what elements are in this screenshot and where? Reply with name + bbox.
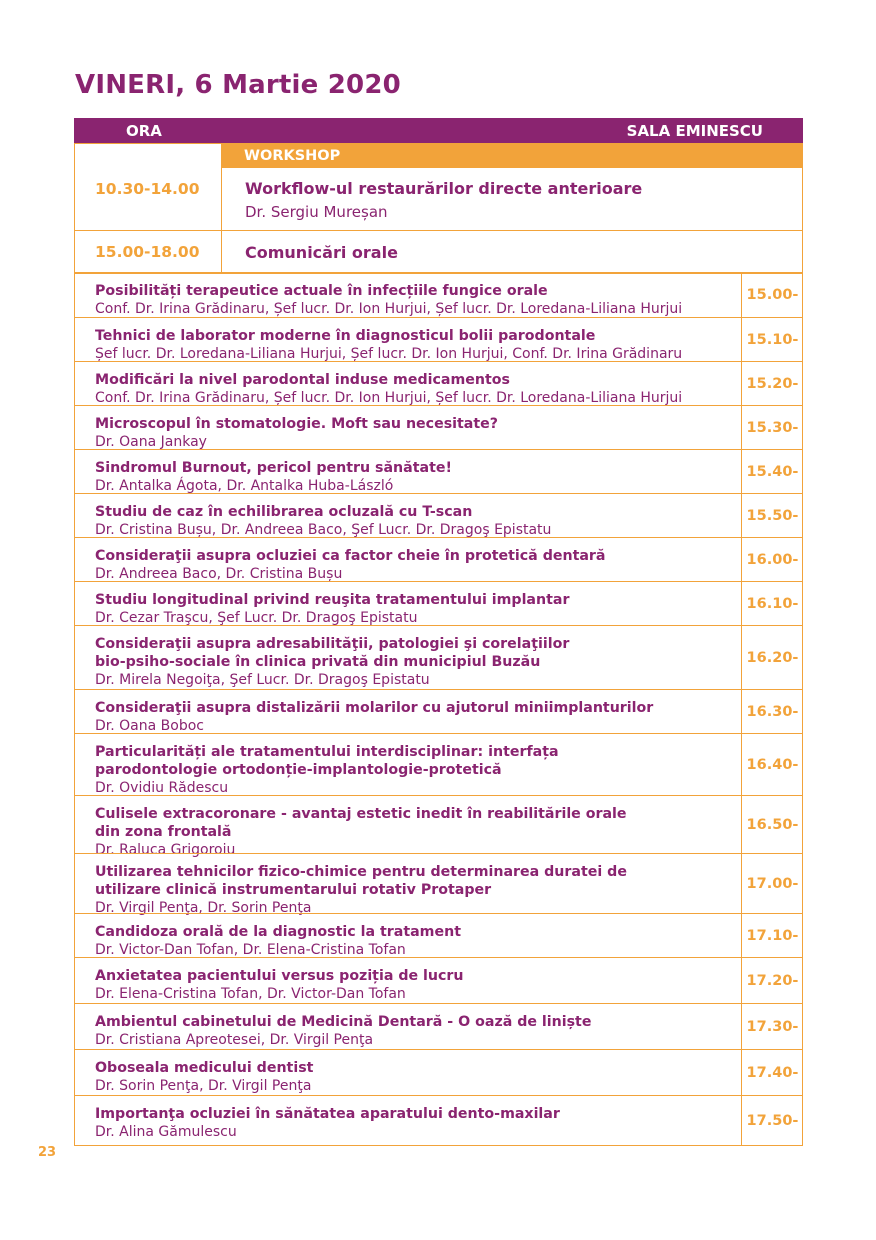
talk-row xyxy=(75,581,802,625)
talk-text-cell xyxy=(75,734,742,795)
talk-authors: Dr. Cezar Traşcu, Şef Lucr. Dr. Dragoş Epistatu xyxy=(95,610,418,626)
talk-authors: Conf. Dr. Irina Grădinaru, Șef lucr. Dr. Ion Hurjui, Șef lucr. Dr. Loredana-Liliana Hurjui xyxy=(95,390,683,406)
talk-row xyxy=(75,317,802,361)
talk-title: Consideraţii asupra ocluziei ca factor cheie în protetică dentară xyxy=(95,548,606,564)
talk-time: 17.20- xyxy=(746,972,799,989)
talk-row xyxy=(75,493,802,537)
talk-text-cell xyxy=(75,914,742,957)
talk-row xyxy=(75,1095,802,1145)
workshop-block xyxy=(74,143,803,231)
talk-authors: Șef lucr. Dr. Loredana-Liliana Hurjui, Șef lucr. Dr. Ion Hurjui, Conf. Dr. Irina Grădinaru xyxy=(95,346,683,362)
talk-row xyxy=(75,957,802,1003)
talks-table xyxy=(74,272,803,1146)
talk-title: Microscopul în stomatologie. Moft sau necesitate? xyxy=(95,416,499,432)
talk-title: Modificări la nivel parodontal induse medicamentos xyxy=(95,372,510,388)
talk-row xyxy=(75,625,802,689)
talk-text-cell xyxy=(75,626,742,689)
talk-time: 16.20- xyxy=(746,649,799,666)
talk-text-cell xyxy=(75,494,742,537)
talk-authors: Dr. Andreea Baco, Dr. Cristina Bușu xyxy=(95,566,343,582)
talk-time: 16.00- xyxy=(746,551,799,568)
talk-authors: Dr. Alina Gămulescu xyxy=(95,1124,237,1140)
talk-authors: Conf. Dr. Irina Grădinaru, Șef lucr. Dr. Ion Hurjui, Șef lucr. Dr. Loredana-Liliana Hurjui xyxy=(95,301,683,317)
talk-title: Particularități ale tratamentului interdisciplinar: interfața parodontologie ortodonție-implantologie-protetică xyxy=(95,744,559,778)
talk-text-cell xyxy=(75,406,742,449)
talk-time: 16.40- xyxy=(746,756,799,773)
talk-row xyxy=(75,537,802,581)
talk-time: 16.50- xyxy=(746,816,799,833)
talk-row xyxy=(75,273,802,317)
talk-time: 15.40- xyxy=(746,463,799,480)
talk-row xyxy=(75,361,802,405)
workshop-title: Workflow-ul restaurărilor directe anterioare xyxy=(245,179,643,198)
talk-title: Studiu de caz în echilibrarea ocluzală cu T-scan xyxy=(95,504,473,520)
talk-time: 15.20- xyxy=(746,375,799,392)
talk-time: 17.40- xyxy=(746,1064,799,1081)
talk-row xyxy=(75,405,802,449)
talk-time: 15.50- xyxy=(746,507,799,524)
talk-authors: Dr. Raluca Grigoroiu xyxy=(95,842,236,858)
talk-title: Sindromul Burnout, pericol pentru sănătate! xyxy=(95,460,452,476)
schedule-header xyxy=(74,118,803,144)
workshop-author: Dr. Sergiu Mureșan xyxy=(245,203,388,221)
talk-authors: Dr. Ovidiu Rădescu xyxy=(95,780,229,796)
talk-time: 17.00- xyxy=(746,875,799,892)
workshop-time: 10.30-14.00 xyxy=(95,180,200,198)
talk-title: Studiu longitudinal privind reuşita tratamentului implantar xyxy=(95,592,570,608)
page-number: 23 xyxy=(38,1145,57,1160)
oral-session-block xyxy=(74,230,803,274)
oral-session-time: 15.00-18.00 xyxy=(95,243,200,261)
talk-authors: Dr. Cristiana Apreotesei, Dr. Virgil Penţa xyxy=(95,1032,374,1048)
talk-authors: Dr. Elena-Cristina Tofan, Dr. Victor-Dan Tofan xyxy=(95,986,406,1002)
talk-text-cell xyxy=(75,1096,742,1145)
talk-row xyxy=(75,689,802,733)
talk-authors: Dr. Victor-Dan Tofan, Dr. Elena-Cristina Tofan xyxy=(95,942,406,958)
talk-text-cell xyxy=(75,1004,742,1049)
talk-row xyxy=(75,449,802,493)
talk-row xyxy=(75,795,802,858)
talk-title: Anxietatea pacientului versus poziția de lucru xyxy=(95,968,464,984)
talk-row xyxy=(75,1003,802,1049)
talk-authors: Dr. Cristina Bușu, Dr. Andreea Baco, Şef Lucr. Dr. Dragoş Epistatu xyxy=(95,522,552,538)
oral-session-title: Comunicări orale xyxy=(245,243,398,262)
talk-title: Oboseala medicului dentist xyxy=(95,1060,314,1076)
talk-time: 17.50- xyxy=(746,1112,799,1129)
talk-authors: Dr. Oana Boboc xyxy=(95,718,204,734)
talk-title: Consideraţii asupra adresabilităţii, patologiei şi corelaţiilor bio-psiho-sociale în clinica privată din municipiul Buzău xyxy=(95,636,570,670)
talk-time: 15.30- xyxy=(746,419,799,436)
talk-text-cell xyxy=(75,582,742,625)
talk-title: Tehnici de laborator moderne în diagnosticul bolii parodontale xyxy=(95,328,596,344)
talk-row xyxy=(75,853,802,916)
talk-title: Posibilități terapeutice actuale în infecțiile fungice orale xyxy=(95,283,548,299)
talk-authors: Dr. Oana Jankay xyxy=(95,434,207,450)
workshop-badge-label: WORKSHOP xyxy=(244,148,341,164)
talk-row xyxy=(75,733,802,795)
talk-time: 17.30- xyxy=(746,1018,799,1035)
talk-text-cell xyxy=(75,318,742,361)
talk-title: Ambientul cabinetului de Medicină Dentară - O oază de liniște xyxy=(95,1014,592,1030)
talk-time: 16.10- xyxy=(746,595,799,612)
talk-time: 15.10- xyxy=(746,331,799,348)
workshop-badge xyxy=(222,144,802,168)
talk-text-cell xyxy=(75,538,742,581)
room-name: SALA EMINESCU xyxy=(626,122,763,140)
talk-row xyxy=(75,1049,802,1095)
talk-title: Utilizarea tehnicilor fizico-chimice pentru determinarea duratei de utilizare clinică instrumentarului rotativ Protaper xyxy=(95,864,627,898)
talk-text-cell xyxy=(75,362,742,405)
talk-authors: Dr. Sorin Penţa, Dr. Virgil Penţa xyxy=(95,1078,312,1094)
talk-text-cell xyxy=(75,450,742,493)
oral-time-cell xyxy=(75,231,222,273)
talk-title: Importanţa ocluziei în sănătatea aparatului dento-maxilar xyxy=(95,1106,560,1122)
talk-time: 16.30- xyxy=(746,703,799,720)
talk-authors: Dr. Mirela Negoiţa, Şef Lucr. Dr. Dragoş Epistatu xyxy=(95,672,430,688)
talk-text-cell xyxy=(75,273,742,317)
time-column-header: ORA xyxy=(126,122,162,140)
talk-time: 17.10- xyxy=(746,927,799,944)
talk-title: Candidoza orală de la diagnostic la tratament xyxy=(95,924,461,940)
talk-text-cell xyxy=(75,1050,742,1095)
talk-row xyxy=(75,913,802,957)
workshop-time-cell xyxy=(75,144,222,230)
page-title: VINERI, 6 Martie 2020 xyxy=(75,70,401,100)
talk-authors: Dr. Antalka Ágota, Dr. Antalka Huba-László xyxy=(95,478,394,494)
talk-text-cell xyxy=(75,854,742,916)
talk-text-cell xyxy=(75,690,742,733)
talk-authors: Dr. Virgil Penţa, Dr. Sorin Penţa xyxy=(95,900,312,916)
talk-text-cell xyxy=(75,958,742,1003)
talk-text-cell xyxy=(75,796,742,858)
talk-title: Consideraţii asupra distalizării molarilor cu ajutorul miniimplanturilor xyxy=(95,700,654,716)
talk-title: Culisele extracoronare - avantaj estetic inedit în reabilitările orale din zona frontală xyxy=(95,806,627,840)
talk-time: 15.00- xyxy=(746,287,799,303)
